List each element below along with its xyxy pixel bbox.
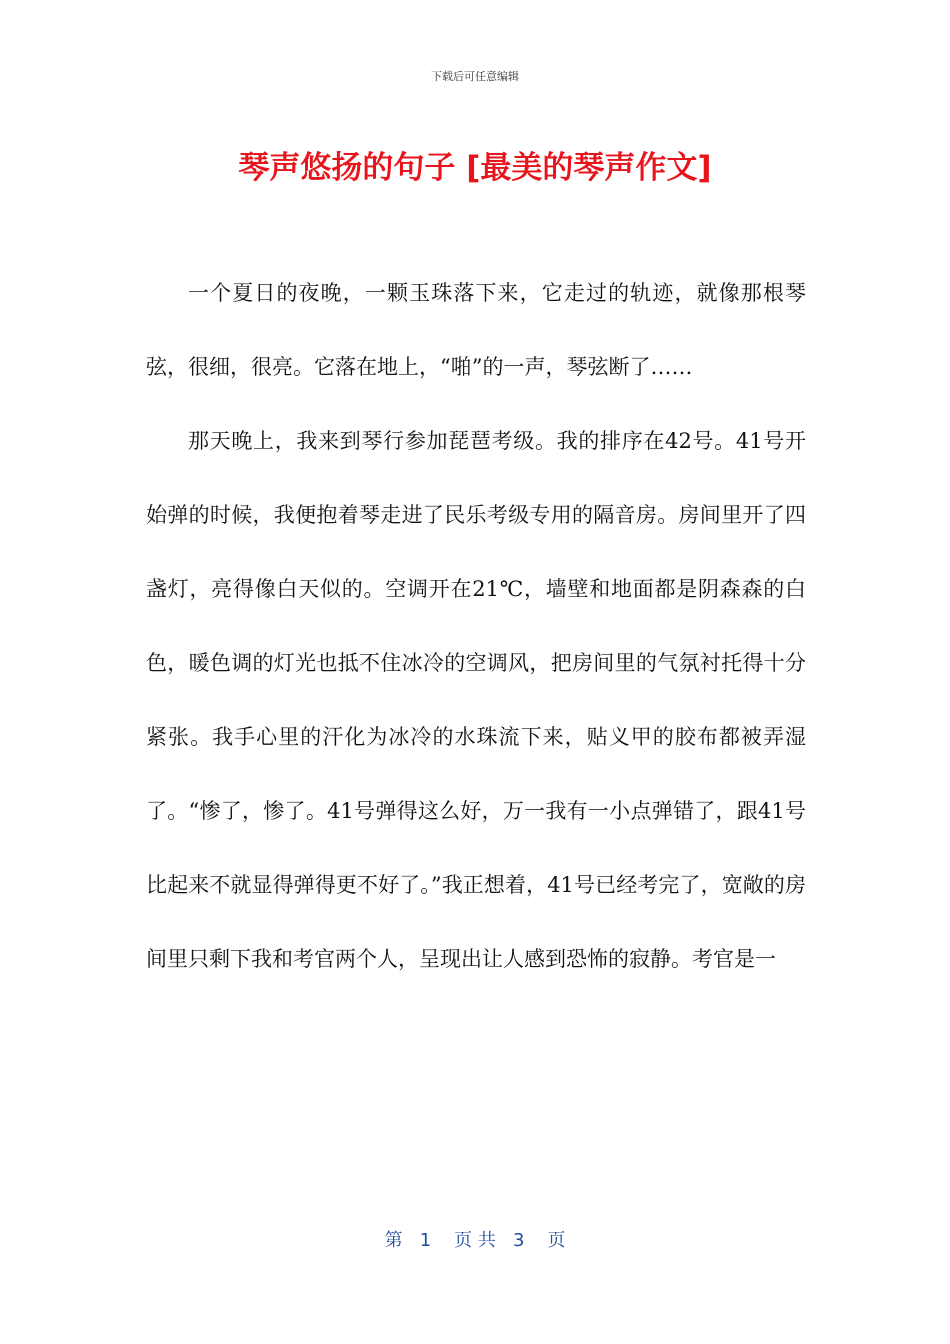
document-body xyxy=(146,256,806,996)
page-number-footer: 第 1 页 共 3 页 xyxy=(384,1230,566,1251)
header-note: 下载后可任意编辑 xyxy=(431,70,519,83)
paragraph-1: 一个夏日的夜晚，一颗玉珠落下来，它走过的轨迹，就像那根琴弦，很细，很亮。它落在地上，“啪”的一声，琴弦断了…… xyxy=(146,281,806,379)
document-title: 琴声悠扬的句子 [最美的琴声作文] xyxy=(238,150,712,186)
paragraph-2: 那天晚上，我来到琴行参加琵琶考级。我的排序在42号。41号开始弹的时候，我便抱着琴走进了民乐考级专用的隔音房。房间里开了四盏灯，亮得像白天似的。空调开在21℃，墙壁和地面都是阴森森的白色，暖色调的灯光也抵不住冰冷的空调风，把房间里的气氛衬托得十分紧张。我手心里的汗化为冰冷的水珠流下来，贴义甲的胶布都被弄湿了。“惨了，惨了。41号弹得这么好，万一我有一小点弹错了，跟41号比起来不就显得弹得更不好了。”我正想着，41号已经考完了，宽敞的房间里只剩下我和考官两个人，呈现出让人感到恐怖的寂静。考官是一 xyxy=(146,429,806,971)
